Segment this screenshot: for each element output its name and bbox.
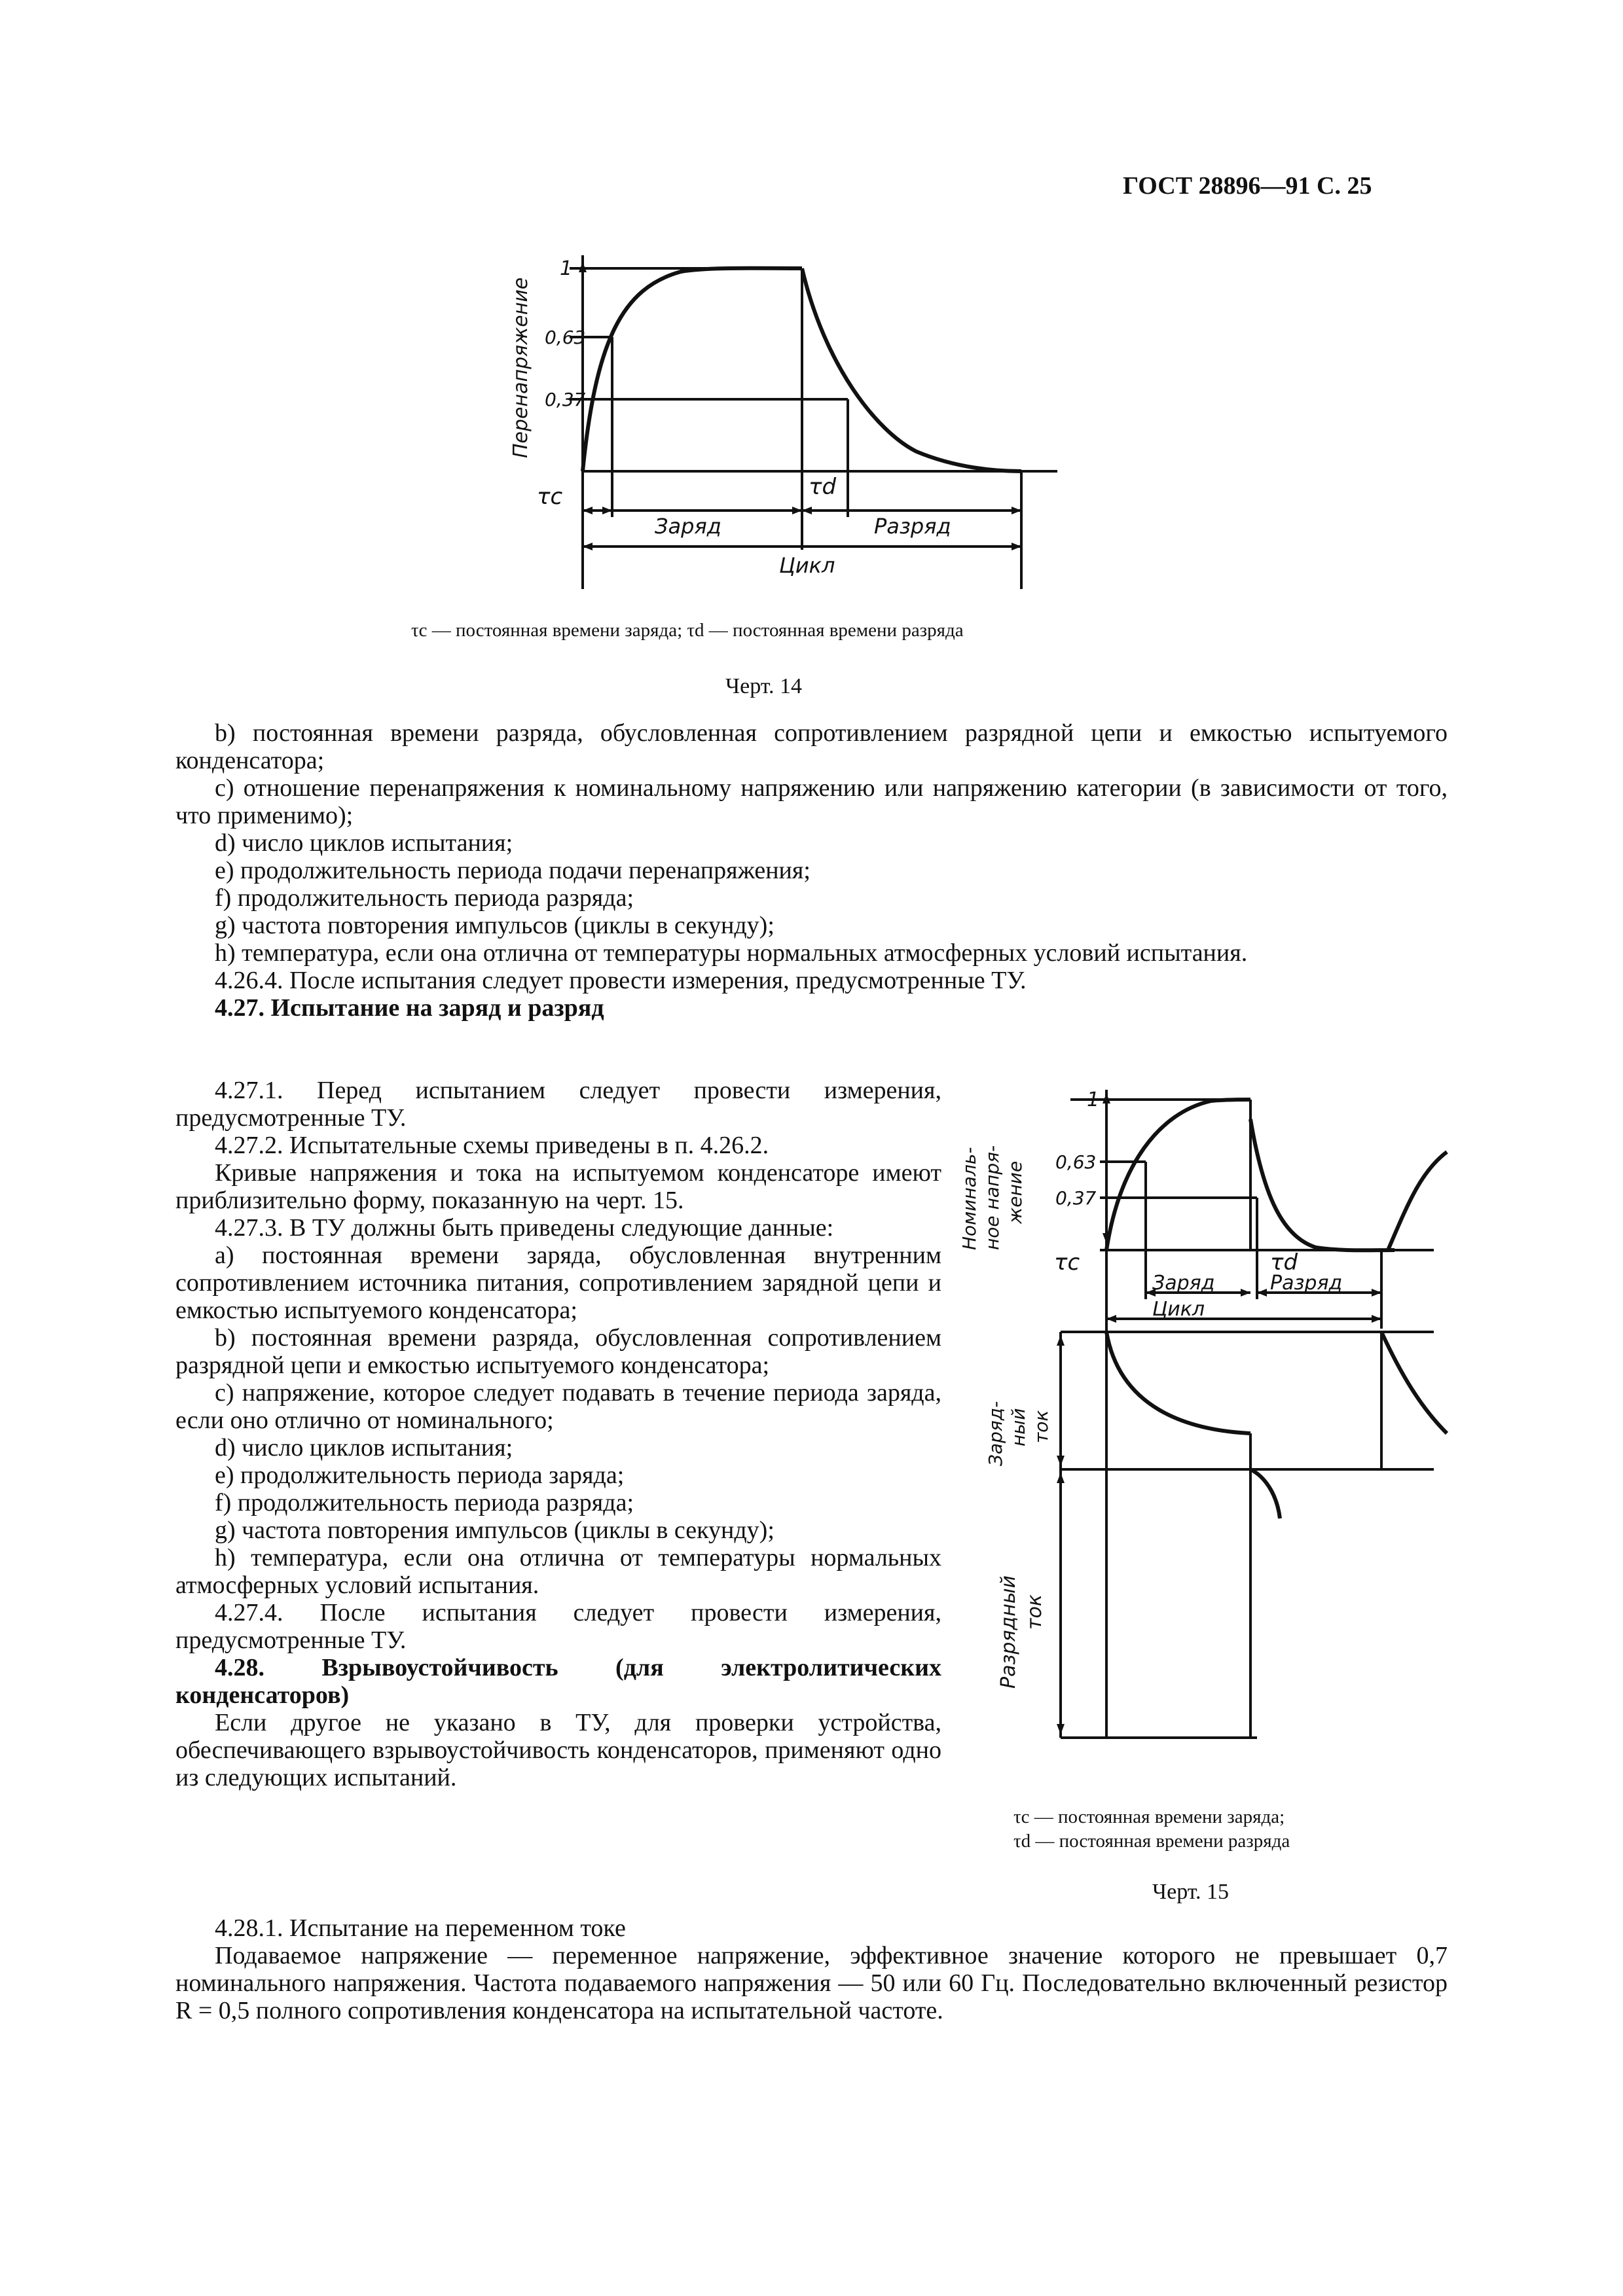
fig14-cycle-label: Цикл [779,553,835,578]
paragraph: а) постоянная времени заряда, обусловленная внутренним сопротивлением источника питания, сопротивлением зарядной цепи и емкостью испытуемого конденсатора; [175,1242,941,1324]
paragraph: e) продолжительность периода подачи перенапряжения; [215,857,811,884]
paragraph: f) продолжительность периода разряда; [215,884,634,912]
section-heading-4-28: 4.28. Взрывоустойчивость (для электролитических конденсаторов) [175,1654,941,1709]
fig15-ylabel-charge-1: Заряд- [985,1401,1006,1466]
fig14-tau-c: τc [537,484,563,510]
fig14-discharge-label: Разряд [874,514,951,539]
fig14-discharge-curve [802,268,1021,471]
fig15-charge-current-curve [1106,1332,1250,1433]
fig15-discharge-label: Разряд [1270,1272,1343,1295]
paragraph: 4.27.2. Испытательные схемы приведены в п. 4.26.2. [215,1132,769,1159]
fig15-cycle-label: Цикл [1152,1298,1205,1321]
fig14-tau-d: τd [809,474,837,500]
fig15-ylabel-voltage-2: ное напря- [981,1145,1003,1250]
paragraph: f) продолжительность периода разряда; [215,1489,634,1516]
fig14-tick-063: 0,63 [545,327,586,348]
fig14-title: Черт. 14 [725,674,803,698]
paragraph: b) постоянная времени разряда, обусловленная сопротивлением разрядной цепи и емкостью испытуемого конденсатора; [175,1324,941,1379]
fig15-ylabel-discharge-2: ток [1023,1594,1046,1630]
fig15-tick-037: 0,37 [1055,1187,1097,1209]
fig14-ylabel: Перенапряжение [509,277,532,458]
fig14-legend: τc — постоянная времени заряда; τd — постоянная времени разряда [411,620,964,641]
page-header: ГОСТ 28896—91 С. 25 [1123,172,1372,200]
paragraph: 4.26.4. После испытания следует провести измерения, предусмотренные ТУ. [215,967,1027,994]
paragraph: h) температура, если она отлична от температуры нормальных атмосферных условий испытания. [215,939,1248,967]
fig15-title: Черт. 15 [1152,1880,1230,1904]
fig14-tick-037: 0,37 [545,389,586,410]
fig15-voltage-curve [1106,1100,1250,1250]
subsection-4-28-1: 4.28.1. Испытание на переменном токе [215,1914,626,1942]
paragraph: Подаваемое напряжение — переменное напряжение, эффективное значение которого не превышает 0,7 номинального напряжения. Частота подаваемого напряжения — 50 или 60 Гц. Последовательно включенный резистор R = 0,5 полного сопротивления конденсатора на испытательной частоте. [175,1942,1448,2024]
paragraph: e) продолжительность периода заряда; [215,1462,625,1489]
fig15-tick-1: 1 [1087,1088,1100,1111]
fig15-ylabel-charge-3: ток [1030,1410,1052,1443]
text-block-2 [175,1077,941,1791]
section-heading-4-27: 4.27. Испытание на заряд и разряд [215,994,604,1022]
fig15-legend-1: τc — постоянная времени заряда; [1013,1806,1285,1827]
fig15-discharge-current-curve [1250,1469,1280,1518]
paragraph: d) число циклов испытания; [215,829,513,857]
figure-15 [949,1067,1460,1793]
fig15-ylabel-charge-2: ный [1008,1408,1029,1446]
fig14-charge-label: Заряд [655,514,721,539]
paragraph: d) число циклов испытания; [215,1434,513,1462]
fig15-ylabel-voltage-3: жение [1004,1160,1026,1224]
paragraph: h) температура, если она отлична от температуры нормальных атмосферных условий испытания. [175,1544,941,1599]
paragraph: g) частота повторения импульсов (циклы в секунду); [215,1516,775,1544]
fig15-tau-c: τc [1054,1249,1080,1276]
text-block-3 [175,1914,1448,2024]
paragraph: 4.27.1. Перед испытанием следует провести измерения, предусмотренные ТУ. [175,1077,941,1132]
fig15-ylabel-discharge-1: Разрядный [997,1575,1020,1689]
paragraph: Если другое не указано в ТУ, для проверки устройства, обеспечивающего взрывоустойчивость конденсаторов, применяют одно из следующих испытаний. [175,1709,941,1791]
paragraph: b) постоянная времени разряда, обусловленная сопротивлением разрядной цепи и емкостью испытуемого конденсатора; [175,719,1448,774]
paragraph: c) напряжение, которое следует подавать в течение периода заряда, если оно отлично от номинального; [175,1379,941,1434]
paragraph: Кривые напряжения и тока на испытуемом конденсаторе имеют приблизительно форму, показанную на черт. 15. [175,1159,941,1214]
paragraph: c) отношение перенапряжения к номинальному напряжению или напряжению категории (в зависимости от того, что применимо); [175,774,1448,829]
fig14-charge-curve [583,268,802,471]
text-block-1 [175,719,1448,1022]
fig15-tick-063: 0,63 [1055,1151,1097,1173]
fig15-ylabel-voltage-1: Номиналь- [958,1147,980,1250]
paragraph: g) частота повторения импульсов (циклы в секунду); [215,912,775,939]
figure-14 [498,236,1074,602]
fig15-charge-label: Заряд [1152,1272,1215,1295]
fig15-legend-2: τd — постоянная времени разряда [1013,1831,1290,1852]
paragraph: 4.27.3. В ТУ должны быть приведены следующие данные: [215,1214,834,1242]
paragraph: 4.27.4. После испытания следует провести измерения, предусмотренные ТУ. [175,1599,941,1654]
fig15-tau-d: τd [1270,1249,1298,1276]
fig14-tick-1: 1 [560,257,573,280]
